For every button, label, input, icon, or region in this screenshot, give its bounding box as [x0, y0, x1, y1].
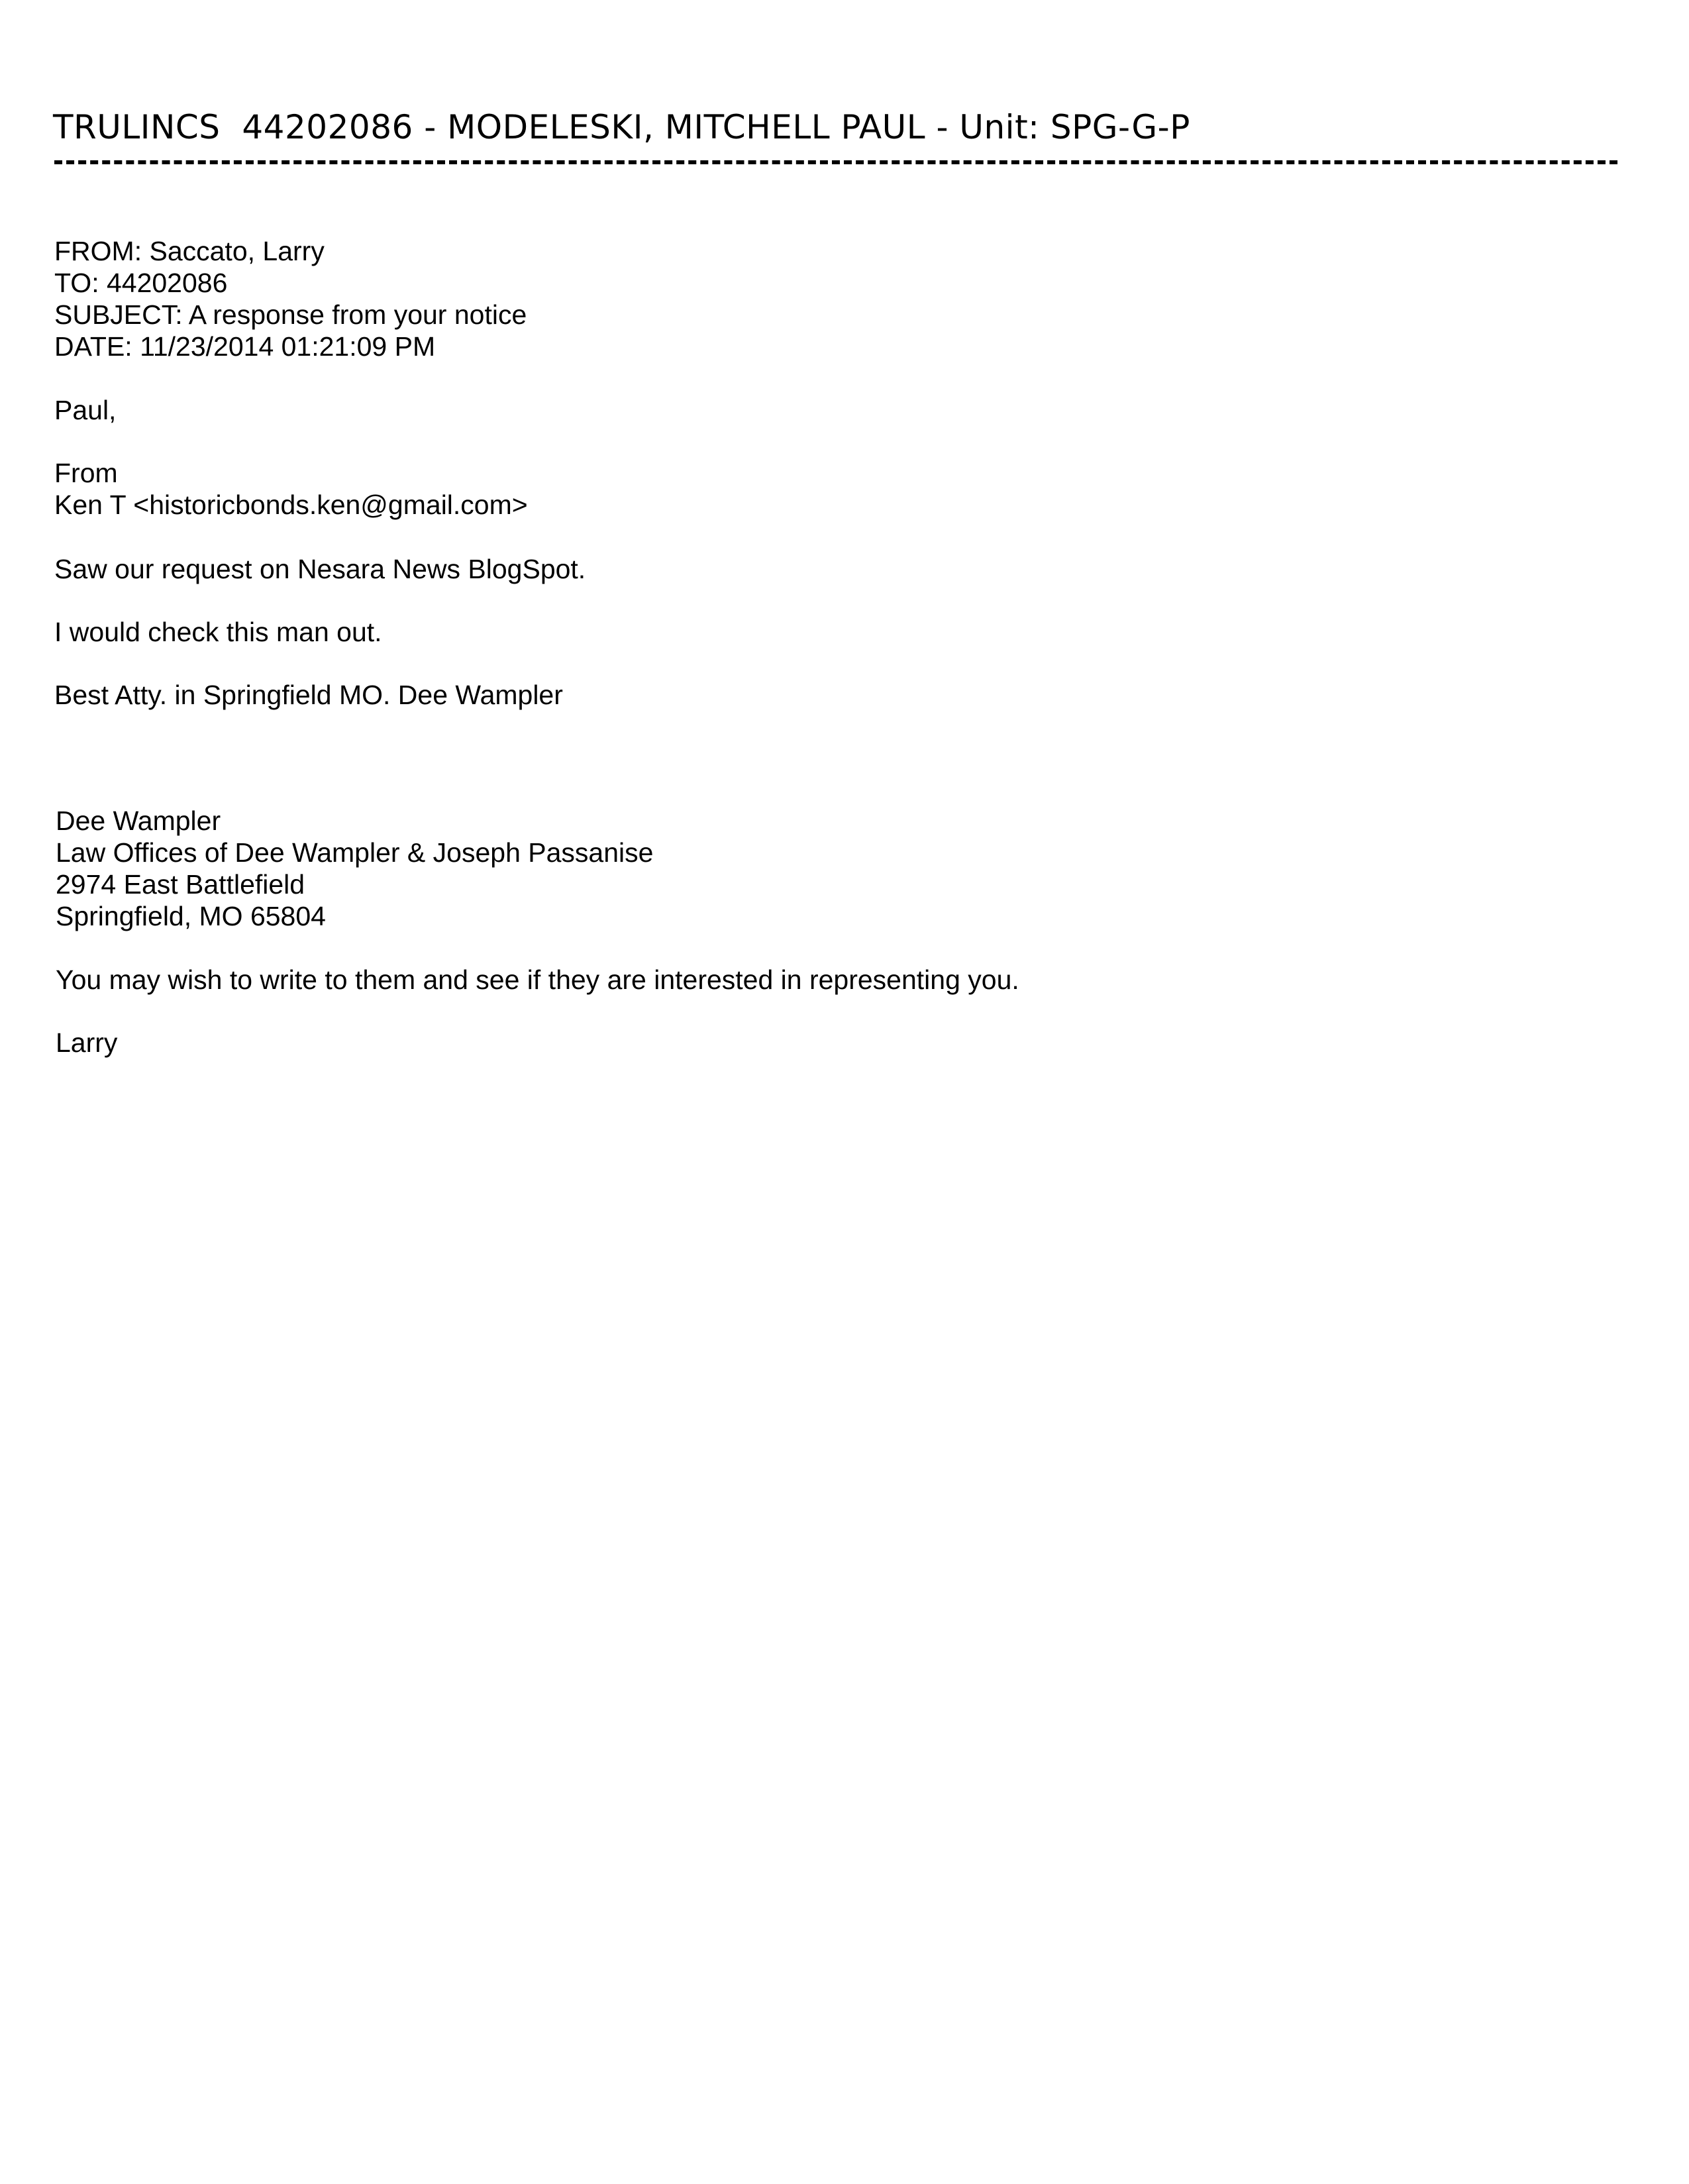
body-line-1: Saw our request on Nesara News BlogSpot. [54, 554, 586, 584]
date-line: DATE: 11/23/2014 01:21:09 PM [54, 331, 436, 362]
dashed-divider [54, 160, 1617, 164]
salutation: Paul, [54, 395, 117, 425]
address-name: Dee Wampler [56, 806, 221, 836]
address-street: 2974 East Battlefield [56, 869, 305, 900]
from-line: FROM: Saccato, Larry [54, 236, 325, 266]
forwarded-from [54, 457, 528, 521]
body-line-2: I would check this man out. [54, 617, 382, 647]
address-block [56, 805, 653, 932]
message-meta [54, 235, 527, 362]
body-line-3: Best Atty. in Springfield MO. Dee Wampler [54, 680, 563, 710]
closing-line: You may wish to write to them and see if they are interested in representing you. [56, 964, 1019, 995]
forwarded-from-label: From [54, 458, 118, 488]
signature: Larry [56, 1027, 118, 1058]
address-firm: Law Offices of Dee Wampler & Joseph Passanise [56, 837, 654, 868]
forwarded-from-sender: Ken T <historicbonds.ken@gmail.com> [54, 490, 528, 520]
to-line: TO: 44202086 [54, 268, 228, 298]
address-city: Springfield, MO 65804 [56, 901, 326, 931]
subject-line: SUBJECT: A response from your notice [54, 299, 527, 330]
header-title: TRULINCS 44202086 - MODELESKI, MITCHELL PAUL - Unit: SPG-G-P [53, 108, 1190, 146]
